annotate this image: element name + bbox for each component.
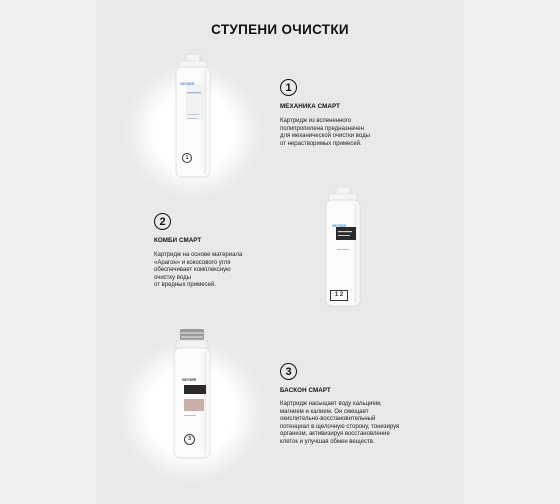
cartridge-3-brand: GEYSER bbox=[182, 378, 197, 382]
cartridge-1-stage-mark: 1 bbox=[182, 153, 192, 163]
page-title: СТУПЕНИ ОЧИСТКИ bbox=[211, 22, 349, 37]
step-1-title: МЕХАНИКА СМАРТ bbox=[280, 103, 340, 110]
cartridge-2-brand: GEYSER bbox=[332, 224, 347, 228]
left-margin bbox=[0, 0, 96, 504]
step-3-description: Картридж насыщает воду кальцием, магнием и калием. Он смещает окислительно-восстановительный потенциал в щелочную сторону, тонизируя организм, активизируя восстановление клеток и улучшая обмен веществ. bbox=[280, 401, 400, 445]
info-panel bbox=[96, 0, 464, 504]
cartridge-1-image bbox=[174, 54, 212, 178]
cartridge-2-image bbox=[324, 187, 362, 307]
step-1-description: Картридж из вспененного полипропилена предназначен для механической очистки воды от нерастворимых примесей. bbox=[280, 118, 370, 147]
step-1-badge: 1 bbox=[280, 79, 297, 96]
step-3-title: БАСКОН СМАРТ bbox=[280, 387, 331, 394]
cartridge-1-brand: GEYSER bbox=[180, 82, 195, 86]
step-3-badge: 3 bbox=[280, 363, 297, 380]
step-2-badge: 2 bbox=[154, 213, 171, 230]
right-margin bbox=[464, 0, 560, 504]
step-2-description: Картридж на основе материала «Арагон» и кокосового угля обеспечивает комплексную очистку воды от вредных примесей. bbox=[154, 252, 243, 289]
cartridge-3-stage-mark: 3 bbox=[184, 434, 195, 445]
cartridge-2-stage-mark: 1 2 bbox=[330, 290, 348, 301]
step-2-title: КОМБИ СМАРТ bbox=[154, 237, 202, 244]
